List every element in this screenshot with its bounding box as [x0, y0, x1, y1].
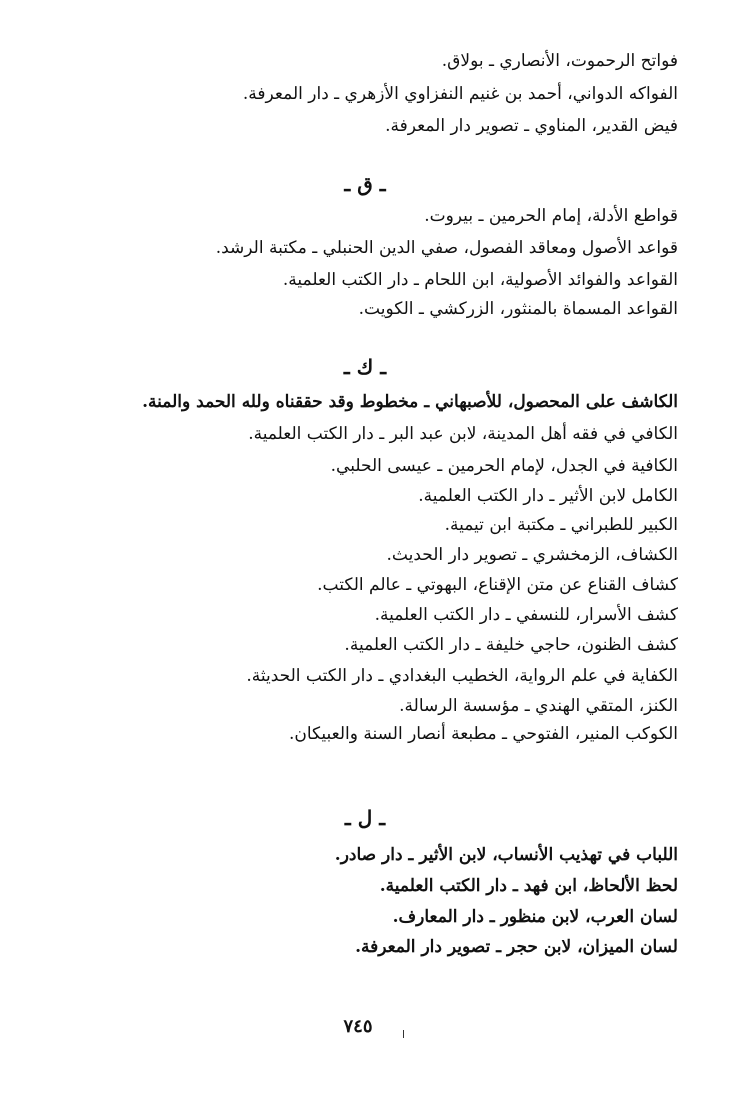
entry-al-fawakih-al-dawani: الفواكه الدواني، أحمد بن غنيم النفزاوي الأزهري ـ دار المعرفة.: [242, 84, 678, 104]
entry-al-kabir-lil-tabarani: الكبير للطبراني ـ مكتبة ابن تيمية.: [444, 515, 678, 535]
page-number: ٧٤٥: [343, 1016, 373, 1037]
section-heading-lam: ـ ل ـ: [344, 806, 386, 830]
entry-lisan-al-arab: لسان العرب، لابن منظور ـ دار المعارف.: [392, 907, 678, 927]
section-heading-kaf: ـ ك ـ: [343, 355, 387, 379]
entry-al-qawaid-al-manthur: القواعد المسماة بالمنثور، الزركشي ـ الكويت.: [358, 299, 678, 319]
entry-kashf-al-zunun: كشف الظنون، حاجي خليفة ـ دار الكتب العلمية.: [344, 635, 678, 655]
page-number-tick: [403, 1030, 404, 1038]
entry-al-kafi: الكافي في فقه أهل المدينة، لابن عبد البر ـ دار الكتب العلمية.: [248, 424, 678, 444]
entry-al-kafiyah-fil-jadal: الكافية في الجدل، لإمام الحرمين ـ عيسى الحلبي.: [330, 456, 678, 476]
entry-al-kifayah: الكفاية في علم الرواية، الخطيب البغدادي ـ دار الكتب الحديثة.: [246, 666, 678, 686]
entry-al-kashshaf: الكشاف، الزمخشري ـ تصوير دار الحديث.: [386, 545, 678, 565]
entry-al-kanz: الكنز، المتقي الهندي ـ مؤسسة الرسالة.: [399, 696, 678, 716]
entry-fawatih-al-rahamut: فواتح الرحموت، الأنصاري ـ بولاق.: [441, 51, 678, 71]
entry-lahz-al-alhaz: لحظ الألحاظ، ابن فهد ـ دار الكتب العلمية.: [379, 876, 678, 896]
entry-kashf-al-asrar: كشف الأسرار، للنسفي ـ دار الكتب العلمية.: [374, 605, 678, 625]
entry-fayd-al-qadir: فيض القدير، المناوي ـ تصوير دار المعرفة.: [385, 116, 678, 136]
entry-al-kamil: الكامل لابن الأثير ـ دار الكتب العلمية.: [418, 486, 678, 506]
entry-al-qawaid-wal-fawaid: القواعد والفوائد الأصولية، ابن اللحام ـ دار الكتب العلمية.: [282, 270, 678, 290]
entry-kashshaf-al-qina: كشاف القناع عن متن الإقناع، البهوتي ـ عالم الكتب.: [317, 575, 678, 595]
entry-qawaid-al-usul: قواعد الأصول ومعاقد الفصول، صفي الدين الحنبلي ـ مكتبة الرشد.: [215, 238, 678, 258]
entry-al-kawkab-al-munir: الكوكب المنير، الفتوحي ـ مطبعة أنصار السنة والعبيكان.: [288, 724, 678, 744]
entry-qawati-al-adillah: قواطع الأدلة، إمام الحرمين ـ بيروت.: [424, 206, 678, 226]
section-heading-qaf: ـ ق ـ: [344, 172, 386, 196]
entry-lisan-al-mizan: لسان الميزان، لابن حجر ـ تصوير دار المعرفة.: [355, 937, 678, 957]
entry-al-lubab: اللباب في تهذيب الأنساب، لابن الأثير ـ دار صادر.: [334, 845, 678, 865]
entry-al-kashif-alal-mahsul: الكاشف على المحصول، للأصبهاني ـ مخطوط وقد حققناه ولله الحمد والمنة.: [142, 392, 678, 412]
